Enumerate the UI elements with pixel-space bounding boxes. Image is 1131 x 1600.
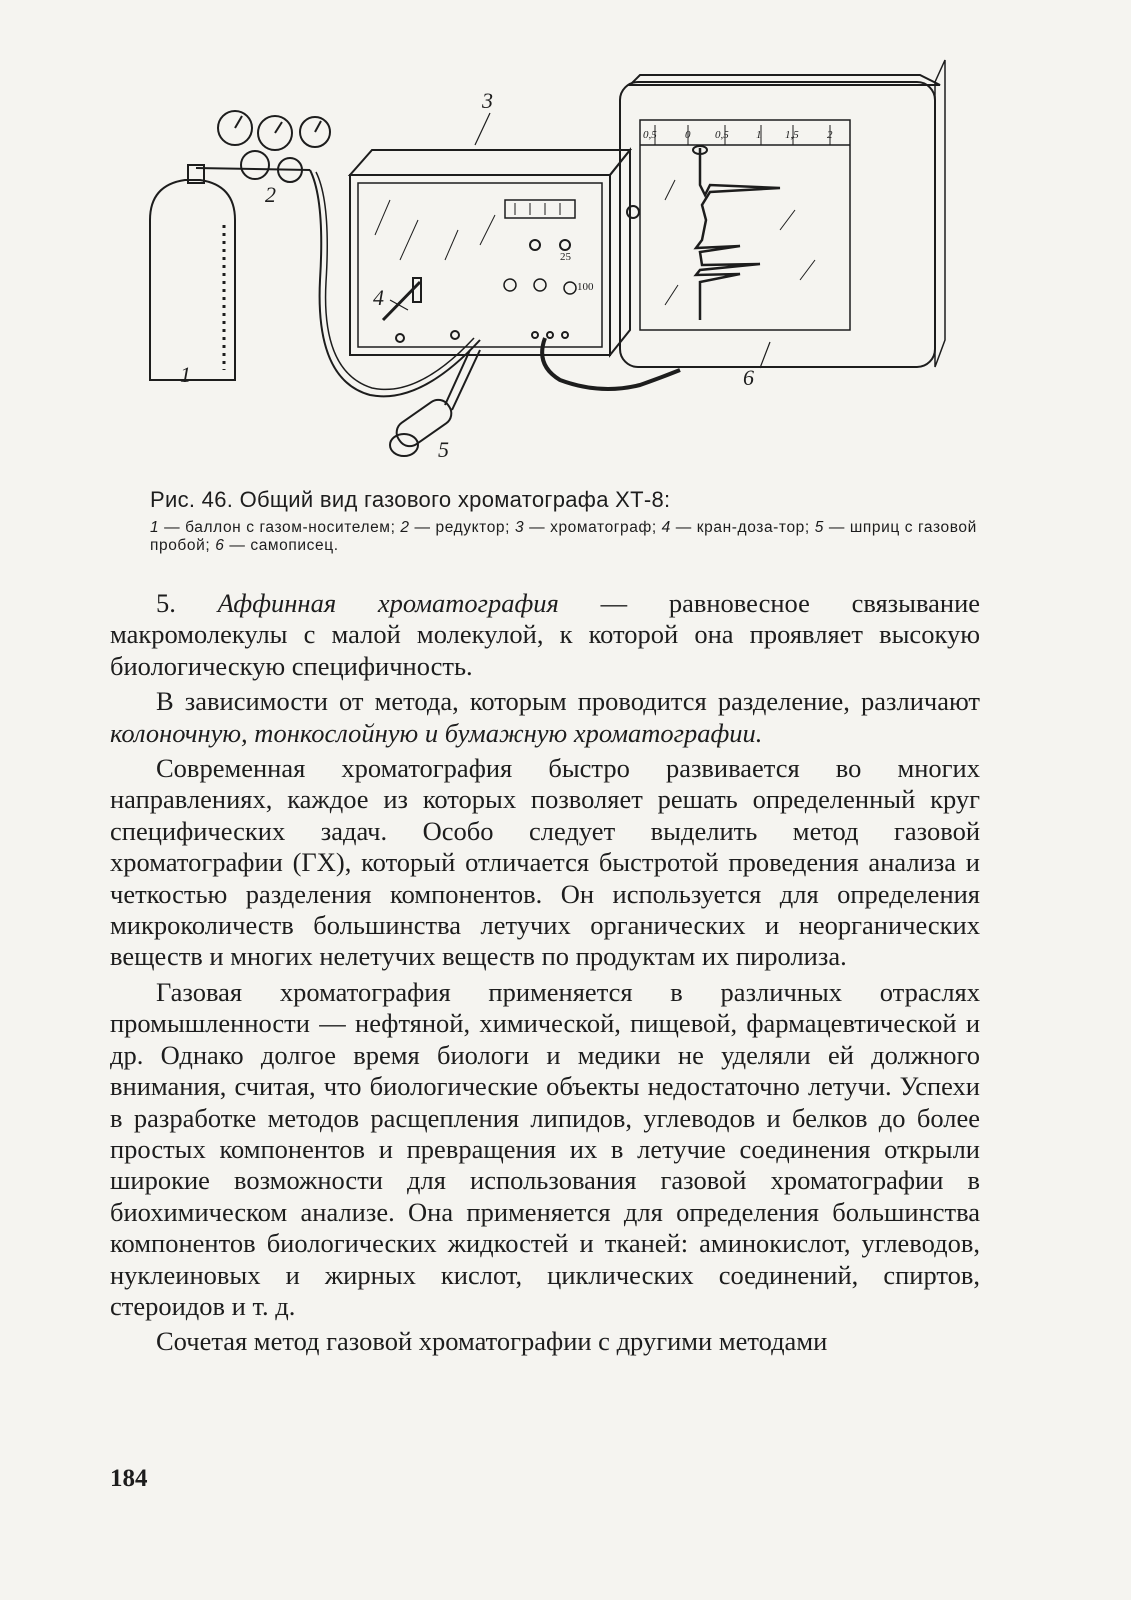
label-4: 4 <box>373 285 384 310</box>
paragraph-text: В зависимости от метода, которым проводится разделение, различают <box>156 686 980 717</box>
label-2: 2 <box>265 182 276 207</box>
chromatogram-trace <box>696 148 780 320</box>
chromatograph-illustration <box>140 20 990 490</box>
syringe <box>390 350 480 456</box>
paragraph-gas-chromatography: Газовая хроматография применяется в различных отраслях промышленности — нефтяной, химической, пищевой, фармацевтической и др. Однако долгое время биологи и медики не уделяли ей должного внимания, считая, что биологические объекты недостаточно летучи. Успехи в разработке методов расщепления липидов, углеводов и белков до более простых компонентов и превращения их в летучие соединения открыли широкие возможности для использования газовой хроматографии в биохимическом анализе. Она применяется для определения большинства компонентов биологических жидкостей и тканей: аминокислот, углеводов, нуклеиновых и жирных кислот, циклических соединений, спиртов, стероидов и т. д. <box>110 976 980 1321</box>
panel-mark-100: 100 <box>577 281 594 293</box>
legend-text: — хроматограф; <box>524 519 662 536</box>
body-text <box>110 588 980 1358</box>
legend-text: — самописец. <box>224 537 339 554</box>
chromatograph-unit <box>350 150 630 355</box>
label-3: 3 <box>482 88 493 113</box>
gas-cylinder <box>150 165 235 380</box>
label-1: 1 <box>180 362 191 387</box>
legend-number: 5 <box>814 519 824 536</box>
label-5: 5 <box>438 437 449 462</box>
figure-caption <box>150 487 980 555</box>
recorder <box>620 60 945 367</box>
recorder-scale-label: 1 <box>756 129 762 141</box>
paragraph-combining: Сочетая метод газовой хроматографии с другими методами <box>156 1326 828 1357</box>
legend-text: — редуктор; <box>409 519 515 536</box>
recorder-scale-label: 1,5 <box>785 129 799 141</box>
recorder-scale-label: 0,5 <box>643 129 657 141</box>
paragraph-affinity <box>110 588 980 682</box>
paragraph-methods <box>110 686 980 749</box>
legend-text: — баллон с газом-носителем; <box>159 519 401 536</box>
figure-gas-chromatograph <box>140 20 990 490</box>
legend-number: 4 <box>661 519 671 536</box>
dispenser-valve <box>383 278 421 320</box>
paragraph-number: 5. <box>156 588 218 618</box>
term-chromatography-types: колоночную, тонкослойную и бумажную хроматографии. <box>110 717 763 748</box>
paragraph-text: — равновесное связывание макромолекулы с малой молекулой, к которой она проявляет высокую биологическую специфичность. <box>110 588 981 681</box>
legend-number: 3 <box>514 519 525 536</box>
caption-title: Рис. 46. Общий вид газового хроматографа ХТ-8: <box>150 487 671 512</box>
legend-number: 1 <box>150 519 160 536</box>
legend-text: — кран-доза-тор; <box>670 519 815 536</box>
legend-text: — шприц с газовой пробой; <box>150 519 977 554</box>
legend-number: 6 <box>215 537 225 554</box>
label-6: 6 <box>743 365 754 390</box>
term-affinity-chromatography: Аффинная хроматография <box>217 588 559 618</box>
recorder-scale-label: 2 <box>827 129 833 141</box>
recorder-scale-label: 0,5 <box>715 129 729 141</box>
page-number: 184 <box>110 1465 148 1492</box>
caption-legend <box>150 519 980 555</box>
recorder-scale-label: 0 <box>685 129 691 141</box>
gas-tube <box>310 170 480 396</box>
panel-mark-25: 25 <box>560 251 571 263</box>
signal-cable <box>542 338 680 389</box>
legend-number: 2 <box>400 519 410 536</box>
paragraph-modern: Современная хроматография быстро развивается во многих направлениях, каждое из которых позволяет решать определенный круг специфических задач. Особо следует выделить метод газовой хроматографии (ГХ), который отличается быстротой проведения анализа и четкостью разделения компонентов. Он используется для определения микроколичеств большинства летучих органических и неорганических веществ и многих нелетучих веществ по продуктам их пиролиза. <box>110 753 980 972</box>
